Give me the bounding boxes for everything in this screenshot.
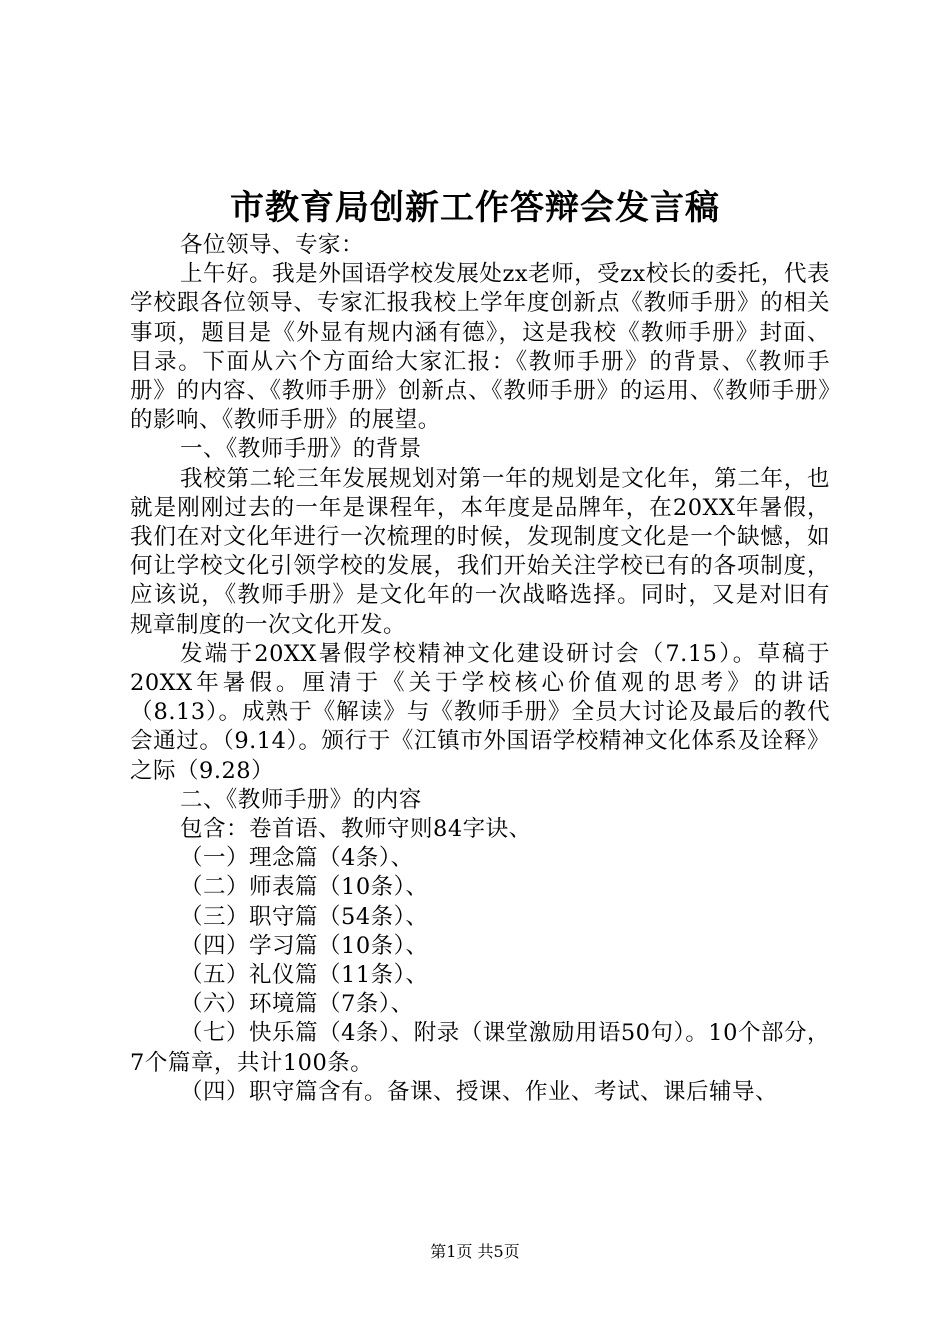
duty-paragraph: （四）职守篇含有。备课、授课、作业、考试、课后辅导、 xyxy=(180,1078,779,1105)
document-body xyxy=(130,231,830,1107)
background-paragraph: 我校第二轮三年发展规划对第一年的规划是文化年，第二年，也就是刚刚过去的一年是课程年，本年度是品牌年，在20XX年暑假，我们在对文化年进行一次梳理的时候，发现制度文化是一个缺憾，如何让学校文化引领学校的发展，我们开始关注学校已有的各项制度，应该说，《教师手册》是文化年的一次战略选择。同时，又是对旧有规章制度的一次文化开发。 xyxy=(130,465,830,638)
list-item: （一）理念篇（4条）、 xyxy=(180,845,414,872)
list-item: （二）师表篇（10条）、 xyxy=(180,874,429,901)
list-item: （四）学习篇（10条）、 xyxy=(180,932,429,959)
page-footer: 第1页 共5页 xyxy=(430,1242,520,1261)
list-item: （六）环境篇（7条）、 xyxy=(180,991,414,1018)
list-item: （七）快乐篇（4条）、附录（课堂激励用语50句）。10个部分，7个篇章，共计100条。 xyxy=(130,1020,830,1076)
document-title: 市教育局创新工作答辩会发言稿 xyxy=(230,188,720,228)
section-heading-background: 一、《教师手册》的背景 xyxy=(180,436,422,463)
contents-paragraph: 包含：卷首语、教师守则84字诀、 xyxy=(180,816,532,843)
timeline-paragraph: 发端于20XX暑假学校精神文化建设研讨会（7.15）。草稿于20XX年暑假。厘清于《关于学校核心价值观的思考》的讲话（8.13）。成熟于《解读》与《教师手册》全员大讨论及最后的教代会通过。（9.14）。颁行于《江镇市外国语学校精神文化体系及诠释》之际（9.28） xyxy=(130,640,830,784)
list-item: （三）职守篇（54条）、 xyxy=(180,903,429,930)
intro-paragraph: 上午好。我是外国语学校发展处zx老师，受zx校长的委托，代表学校跟各位领导、专家汇报我校上学年度创新点《教师手册》的相关事项，题目是《外显有规内涵有德》，这是我校《教师手册》封面、目录。下面从六个方面给大家汇报：《教师手册》的背景、《教师手册》的内容、《教师手册》创新点、《教师手册》的运用、《教师手册》的影响、《教师手册》的展望。 xyxy=(130,261,830,434)
greeting-paragraph: 各位领导、专家： xyxy=(180,232,365,258)
section-heading-content: 二、《教师手册》的内容 xyxy=(180,786,422,813)
list-item: （五）礼仪篇（11条）、 xyxy=(180,962,429,989)
